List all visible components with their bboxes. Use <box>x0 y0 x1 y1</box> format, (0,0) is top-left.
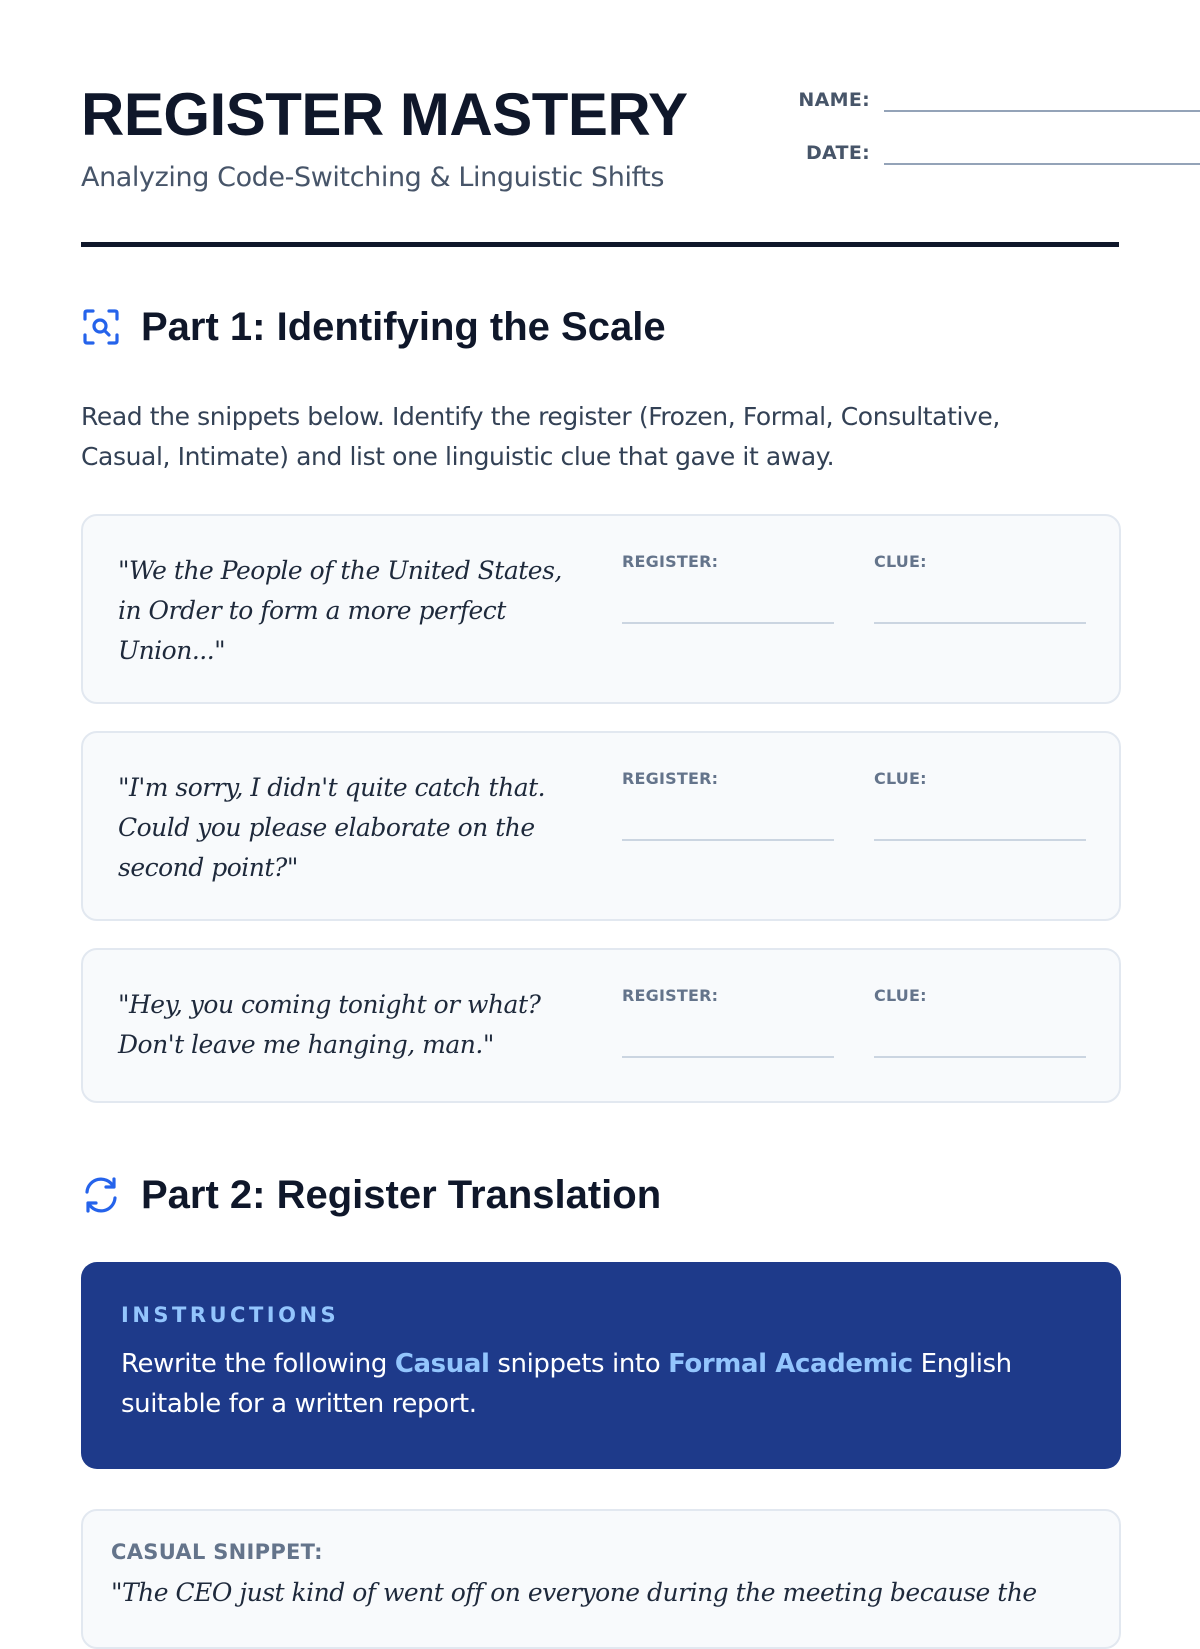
refresh-icon <box>81 1175 121 1215</box>
snippet-quote: "I'm sorry, I didn't quite catch that. Could you please elaborate on the second point?" <box>118 773 546 882</box>
instructions-post: English suitable for a written report. <box>121 1349 1012 1419</box>
highlight-casual: Casual <box>394 1349 490 1379</box>
register-label: REGISTER: <box>622 986 719 1005</box>
name-label: NAME: <box>798 89 870 111</box>
page-subtitle: Analyzing Code-Switching & Linguistic Shifts <box>81 162 665 193</box>
clue-answer <box>874 769 1086 841</box>
snippet-card <box>81 948 1121 1103</box>
snippet-card <box>81 731 1121 921</box>
casual-snippet-card <box>81 1509 1121 1649</box>
name-field <box>790 88 1200 112</box>
clue-input-line[interactable] <box>874 1006 1086 1058</box>
register-answer <box>622 769 834 841</box>
page-title: REGISTER MASTERY <box>81 81 688 148</box>
instructions-text <box>121 1344 1041 1424</box>
register-label: REGISTER: <box>622 552 719 571</box>
instructions-label: INSTRUCTIONS <box>121 1303 340 1327</box>
clue-input-line[interactable] <box>874 789 1086 841</box>
instructions-pre: Rewrite the following <box>121 1349 395 1379</box>
scan-search-icon <box>81 307 121 347</box>
highlight-formal-academic: Formal Academic <box>668 1349 913 1379</box>
clue-label: CLUE: <box>874 552 927 571</box>
casual-snippet-text: "The CEO just kind of went off on everyone during the meeting because the <box>111 1578 1037 1607</box>
register-input-line[interactable] <box>622 1006 834 1058</box>
part1-heading <box>81 302 666 352</box>
part1-title: Part 1: Identifying the Scale <box>141 305 666 349</box>
date-field <box>790 141 1200 165</box>
part2-title: Part 2: Register Translation <box>141 1173 662 1217</box>
instructions-mid: snippets into <box>489 1349 669 1379</box>
register-answer <box>622 552 834 624</box>
clue-input-line[interactable] <box>874 572 1086 624</box>
worksheet-header <box>81 0 1119 247</box>
clue-answer <box>874 552 1086 624</box>
clue-answer <box>874 986 1086 1058</box>
register-answer <box>622 986 834 1058</box>
register-input-line[interactable] <box>622 572 834 624</box>
casual-snippet-label: CASUAL SNIPPET: <box>111 1540 323 1564</box>
snippet-card <box>81 514 1121 704</box>
clue-label: CLUE: <box>874 986 927 1005</box>
snippet-quote: "Hey, you coming tonight or what? Don't leave me hanging, man." <box>118 990 541 1059</box>
clue-label: CLUE: <box>874 769 927 788</box>
register-input-line[interactable] <box>622 789 834 841</box>
date-input-line[interactable] <box>884 145 1200 165</box>
instructions-box <box>81 1262 1121 1469</box>
register-label: REGISTER: <box>622 769 719 788</box>
date-label: DATE: <box>805 142 870 164</box>
snippet-quote: "We the People of the United States, in Order to form a more perfect Union..." <box>118 556 562 665</box>
part1-instructions: Read the snippets below. Identify the register (Frozen, Formal, Consultative, Casual, Intimate) and list one linguistic clue that gave it away. <box>81 402 1000 471</box>
part2-heading <box>81 1170 661 1220</box>
name-input-line[interactable] <box>884 92 1200 112</box>
